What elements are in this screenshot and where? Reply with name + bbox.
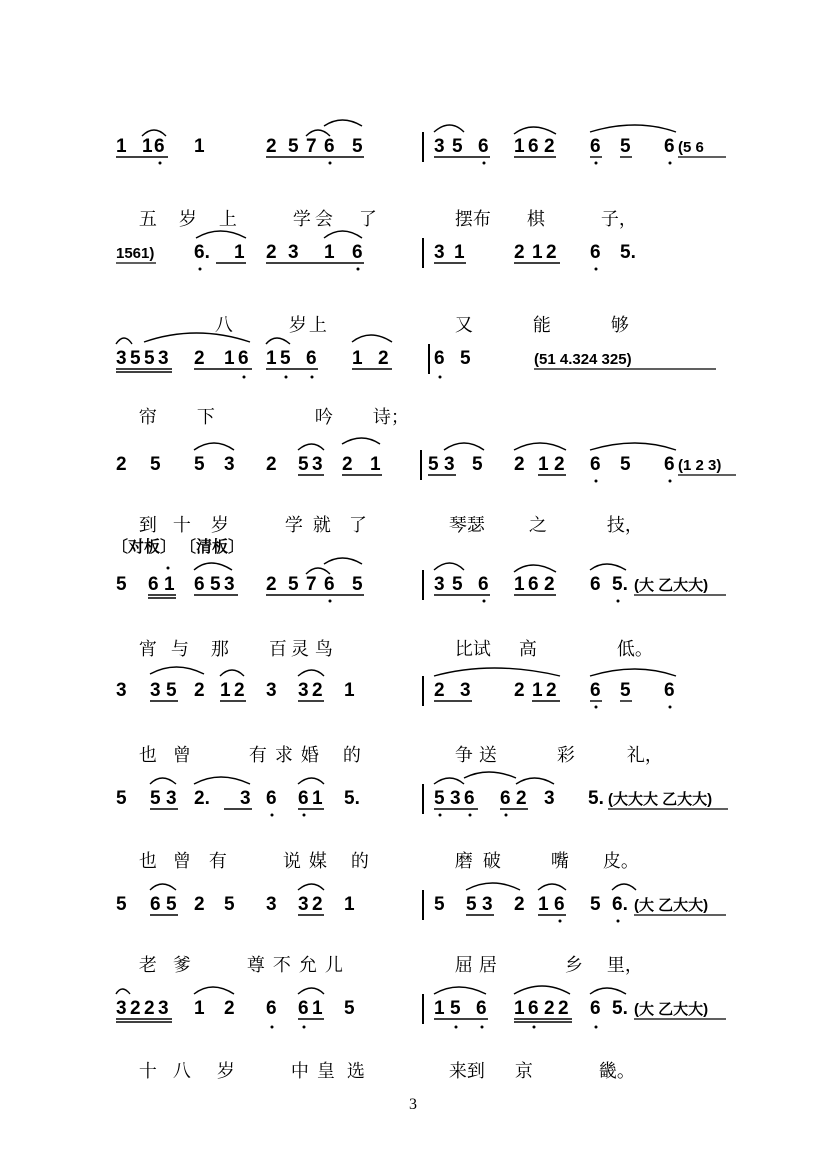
lyric-row-7-right	[432, 826, 639, 894]
lyric-char: 子，	[600, 209, 637, 230]
lyric-char: 十	[138, 1061, 157, 1082]
lyric-char: 求	[274, 745, 293, 766]
svg-text:2: 2	[554, 454, 565, 475]
svg-text:2: 2	[312, 894, 323, 915]
svg-text:5: 5	[116, 894, 127, 915]
lyric-char: 上	[308, 315, 327, 336]
notation-row-5	[116, 566, 756, 600]
svg-text:3: 3	[434, 242, 445, 263]
lyric-char: 媒	[308, 851, 327, 872]
lyric-char: 八	[172, 1061, 191, 1082]
svg-text:5: 5	[130, 348, 141, 369]
svg-text:2: 2	[544, 136, 555, 157]
svg-text:2: 2	[558, 998, 569, 1019]
notation-row-2-svg	[116, 234, 736, 274]
lyric-char: 吟	[314, 407, 333, 428]
svg-text:3: 3	[116, 348, 127, 369]
svg-text:5: 5	[166, 894, 177, 915]
svg-text:3: 3	[288, 242, 299, 263]
lyric-char: 学	[292, 209, 311, 230]
svg-text:7: 7	[306, 574, 317, 595]
svg-text:6: 6	[590, 242, 601, 263]
bar-line-1	[422, 132, 424, 162]
lyric-char: 下	[196, 407, 215, 428]
notation-row-5-svg	[116, 566, 756, 606]
notation-row-8-svg	[116, 886, 756, 926]
lyric-char: 宵	[138, 639, 157, 660]
svg-text:2: 2	[378, 348, 389, 369]
svg-text:1: 1	[538, 894, 549, 915]
svg-text:5.: 5.	[620, 242, 636, 263]
lyric-char: 摆布	[454, 209, 491, 230]
lyric-char: 高	[518, 639, 537, 660]
notation-row-1	[116, 128, 736, 162]
lyric-char: 爹	[172, 955, 191, 976]
svg-text:5: 5	[194, 454, 205, 475]
bar-line-2	[422, 238, 424, 268]
lyric-char: 岁	[288, 315, 307, 336]
svg-text:6: 6	[590, 680, 601, 701]
svg-text:3: 3	[224, 454, 235, 475]
lyric-char: 岁	[178, 209, 197, 230]
lyric-char: 的	[350, 851, 369, 872]
notation-row-8	[116, 886, 756, 920]
lyric-char: 就	[312, 515, 331, 536]
notation-row-4	[116, 446, 756, 480]
svg-text:6: 6	[150, 894, 161, 915]
svg-text:2: 2	[266, 454, 277, 475]
svg-text:6: 6	[528, 574, 539, 595]
svg-text:1: 1	[324, 242, 335, 263]
svg-text:6: 6	[500, 788, 511, 809]
notation-row-2	[116, 234, 736, 268]
svg-text:2: 2	[234, 680, 245, 701]
lyric-char: 居	[478, 955, 497, 976]
svg-text:5: 5	[288, 574, 299, 595]
lyric-char: 够	[610, 315, 629, 336]
svg-text:5: 5	[298, 454, 309, 475]
svg-text:2: 2	[546, 680, 557, 701]
lyric-char: 皇	[316, 1061, 335, 1082]
section-label-duiban: 〔对板〕	[112, 537, 177, 556]
lyric-row-6-right	[432, 720, 663, 788]
svg-text:3: 3	[240, 788, 251, 809]
lyric-char: 能	[532, 315, 551, 336]
svg-text:5: 5	[590, 894, 601, 915]
svg-text:3: 3	[312, 454, 323, 475]
svg-text:5: 5	[428, 454, 439, 475]
svg-text:2: 2	[266, 242, 277, 263]
svg-text:1: 1	[538, 454, 549, 475]
svg-text:5: 5	[344, 998, 355, 1019]
lyric-char: 帘	[138, 407, 157, 428]
svg-text:3: 3	[434, 136, 445, 157]
lyric-char: 儿	[324, 955, 343, 976]
lyric-char: 中	[290, 1061, 309, 1082]
lyric-char: 了	[348, 515, 367, 536]
svg-text:3: 3	[116, 680, 127, 701]
lyric-row-7-left	[116, 826, 369, 894]
svg-text:1: 1	[352, 348, 363, 369]
bar-line-9	[422, 994, 424, 1024]
svg-text:1: 1	[220, 680, 231, 701]
svg-text:2: 2	[144, 998, 155, 1019]
svg-text:6: 6	[324, 574, 335, 595]
svg-text:6: 6	[664, 136, 675, 157]
svg-text:1: 1	[370, 454, 381, 475]
bar-line-5	[422, 570, 424, 600]
notation-row-7	[116, 780, 756, 814]
svg-text:(51 4.324 325): (51 4.324 325)	[534, 351, 632, 368]
bar-line-7	[422, 784, 424, 814]
svg-text:5: 5	[450, 998, 461, 1019]
svg-text:6: 6	[590, 136, 601, 157]
svg-text:2: 2	[194, 348, 205, 369]
notation-row-7-svg	[116, 780, 756, 820]
lyric-char: 允	[298, 955, 317, 976]
svg-text:5: 5	[466, 894, 477, 915]
svg-text:2: 2	[514, 680, 525, 701]
svg-text:2: 2	[546, 242, 557, 263]
svg-text:2: 2	[514, 454, 525, 475]
svg-text:3: 3	[450, 788, 461, 809]
lyric-row-9-left	[116, 1036, 365, 1104]
svg-text:5: 5	[224, 894, 235, 915]
svg-text:6.: 6.	[612, 894, 628, 915]
svg-text:1: 1	[224, 348, 235, 369]
lyric-char: 尊	[246, 955, 265, 976]
svg-text:6: 6	[590, 998, 601, 1019]
svg-text:1: 1	[434, 998, 445, 1019]
lyric-char: 皮。	[602, 851, 639, 872]
notation-row-3	[116, 340, 736, 374]
svg-text:(大 乙大大): (大 乙大大)	[634, 577, 709, 594]
bar-line-8	[422, 890, 424, 920]
svg-text:(大 乙大大): (大 乙大大)	[634, 1001, 709, 1018]
svg-text:2: 2	[116, 454, 127, 475]
section-label-qingban: 〔清板〕	[180, 537, 245, 556]
svg-text:6: 6	[266, 998, 277, 1019]
lyric-char: 之	[528, 515, 547, 536]
svg-text:6: 6	[554, 894, 565, 915]
svg-text:5: 5	[352, 574, 363, 595]
lyric-char: 曾	[172, 745, 191, 766]
svg-text:2: 2	[516, 788, 527, 809]
svg-text:6: 6	[306, 348, 317, 369]
svg-text:6: 6	[266, 788, 277, 809]
svg-text:6: 6	[238, 348, 249, 369]
bar-line-4	[420, 450, 422, 480]
svg-text:6: 6	[664, 454, 675, 475]
notation-row-3-svg	[116, 340, 736, 380]
svg-text:5.: 5.	[612, 574, 628, 595]
svg-text:5: 5	[452, 574, 463, 595]
lyric-char: 破	[482, 851, 501, 872]
lyric-char: 京	[514, 1061, 533, 1082]
lyric-row-6-left	[116, 720, 361, 788]
svg-text:6: 6	[298, 788, 309, 809]
lyric-char: 技，	[606, 515, 643, 536]
lyric-char: 嘴	[550, 851, 569, 872]
lyric-char: 会	[314, 209, 333, 230]
svg-text:6: 6	[148, 574, 159, 595]
lyric-char: 送	[478, 745, 497, 766]
svg-text:3: 3	[150, 680, 161, 701]
svg-text:2: 2	[514, 894, 525, 915]
svg-text:5: 5	[288, 136, 299, 157]
lyric-char: 百	[268, 639, 287, 660]
svg-text:5: 5	[352, 136, 363, 157]
svg-text:6: 6	[590, 454, 601, 475]
svg-text:5.: 5.	[588, 788, 604, 809]
svg-text:6: 6	[464, 788, 475, 809]
svg-text:1: 1	[194, 136, 205, 157]
svg-text:2.: 2.	[194, 788, 210, 809]
svg-text:2: 2	[544, 574, 555, 595]
svg-text:2: 2	[194, 680, 205, 701]
lyric-char: 诗；	[372, 407, 409, 428]
lyric-char: 十	[172, 515, 191, 536]
svg-text:1: 1	[514, 574, 525, 595]
lyric-char: 畿。	[598, 1061, 635, 1082]
svg-text:3: 3	[266, 680, 277, 701]
svg-text:2: 2	[194, 894, 205, 915]
svg-text:1: 1	[234, 242, 245, 263]
lyric-char: 屈	[454, 955, 473, 976]
notation-row-1-svg	[116, 128, 736, 168]
lyric-char: 曾	[172, 851, 191, 872]
lyric-char: 也	[138, 851, 157, 872]
lyric-char: 乡	[564, 955, 583, 976]
svg-text:1: 1	[312, 788, 323, 809]
lyric-char: 上	[218, 209, 237, 230]
lyric-row-3-left	[116, 382, 409, 450]
svg-text:6: 6	[590, 574, 601, 595]
svg-text:7: 7	[306, 136, 317, 157]
lyric-char: 婚	[300, 745, 319, 766]
svg-text:2: 2	[544, 998, 555, 1019]
lyric-char: 岁	[216, 1061, 235, 1082]
svg-text:3: 3	[460, 680, 471, 701]
svg-text:3: 3	[158, 348, 169, 369]
svg-text:6: 6	[528, 998, 539, 1019]
svg-text:3: 3	[444, 454, 455, 475]
svg-text:6: 6	[476, 998, 487, 1019]
lyric-char: 礼，	[626, 745, 663, 766]
svg-text:1: 1	[344, 894, 355, 915]
svg-text:5: 5	[116, 788, 127, 809]
lyric-char: 选	[346, 1061, 365, 1082]
lyric-char: 有	[208, 851, 227, 872]
svg-text:6: 6	[154, 136, 165, 157]
lyric-char: 与	[170, 639, 189, 660]
svg-text:6: 6	[352, 242, 363, 263]
svg-text:5: 5	[210, 574, 221, 595]
svg-text:2: 2	[130, 998, 141, 1019]
lyric-char: 那	[210, 639, 229, 660]
svg-text:5.: 5.	[612, 998, 628, 1019]
svg-text:2: 2	[434, 680, 445, 701]
lyric-char: 争	[454, 745, 473, 766]
notation-row-6-svg	[116, 672, 736, 712]
lyric-char: 又	[454, 315, 473, 336]
bar-line-6	[422, 676, 424, 706]
svg-text:1: 1	[532, 242, 543, 263]
svg-text:5: 5	[166, 680, 177, 701]
notation-row-6	[116, 672, 736, 706]
svg-text:1: 1	[532, 680, 543, 701]
lyric-char: 学	[284, 515, 303, 536]
svg-text:1: 1	[312, 998, 323, 1019]
svg-text:5.: 5.	[344, 788, 360, 809]
lyric-char: 鸟	[314, 639, 333, 660]
svg-text:1561): 1561)	[116, 245, 155, 262]
lyric-char: 八	[214, 315, 233, 336]
svg-text:2: 2	[224, 998, 235, 1019]
svg-text:3: 3	[482, 894, 493, 915]
svg-text:5: 5	[472, 454, 483, 475]
svg-text:(大大大 乙大大): (大大大 乙大大)	[608, 791, 713, 808]
svg-text:5: 5	[452, 136, 463, 157]
svg-text:(1 2 3): (1 2 3)	[678, 457, 722, 474]
svg-text:6: 6	[324, 136, 335, 157]
svg-text:5: 5	[434, 894, 445, 915]
lyric-char: 不	[272, 955, 291, 976]
lyric-row-4-right	[426, 490, 643, 558]
lyric-char: 来到	[448, 1061, 485, 1082]
svg-text:3: 3	[434, 574, 445, 595]
svg-text:5: 5	[620, 680, 631, 701]
svg-text:3: 3	[116, 998, 127, 1019]
svg-text:2: 2	[266, 574, 277, 595]
lyric-char: 五	[138, 209, 157, 230]
svg-text:6: 6	[434, 348, 445, 369]
svg-text:1: 1	[142, 136, 153, 157]
svg-text:5: 5	[280, 348, 291, 369]
notation-row-9-svg	[116, 990, 756, 1030]
lyric-char: 棋	[526, 209, 545, 230]
svg-text:5: 5	[434, 788, 445, 809]
svg-text:6: 6	[298, 998, 309, 1019]
notation-row-4-svg	[116, 446, 756, 486]
svg-text:6: 6	[528, 136, 539, 157]
svg-text:2: 2	[312, 680, 323, 701]
svg-text:2: 2	[514, 242, 525, 263]
svg-text:5: 5	[460, 348, 471, 369]
svg-text:6: 6	[478, 574, 489, 595]
svg-text:5: 5	[150, 788, 161, 809]
svg-text:5: 5	[620, 136, 631, 157]
lyric-char: 灵	[290, 639, 309, 660]
svg-text:1: 1	[194, 998, 205, 1019]
svg-text:1: 1	[116, 136, 127, 157]
svg-text:5: 5	[144, 348, 155, 369]
svg-text:3: 3	[266, 894, 277, 915]
svg-text:5: 5	[116, 574, 127, 595]
svg-text:1: 1	[514, 136, 525, 157]
page-number: 3	[409, 1096, 417, 1113]
svg-text:(5 6: (5 6	[678, 139, 704, 156]
lyric-char: 说	[282, 851, 301, 872]
notation-row-9	[116, 990, 756, 1024]
svg-text:(大 乙大大): (大 乙大大)	[634, 897, 709, 914]
lyric-char: 的	[342, 745, 361, 766]
svg-text:3: 3	[298, 894, 309, 915]
svg-text:3: 3	[298, 680, 309, 701]
svg-text:3: 3	[544, 788, 555, 809]
lyric-char: 老	[138, 955, 157, 976]
lyric-char: 有	[248, 745, 267, 766]
svg-text:1: 1	[514, 998, 525, 1019]
lyric-char: 到	[138, 515, 157, 536]
lyric-char: 低。	[616, 639, 653, 660]
svg-text:1: 1	[266, 348, 277, 369]
svg-text:6: 6	[664, 680, 675, 701]
svg-text:3: 3	[158, 998, 169, 1019]
lyric-char: 彩	[556, 745, 575, 766]
lyric-char: 里，	[606, 955, 643, 976]
svg-text:3: 3	[166, 788, 177, 809]
svg-text:5: 5	[150, 454, 161, 475]
lyric-char: 磨	[454, 851, 473, 872]
svg-text:2: 2	[342, 454, 353, 475]
bar-line-3	[428, 344, 430, 374]
lyric-row-9-right	[426, 1036, 635, 1104]
lyric-char: 也	[138, 745, 157, 766]
svg-text:1: 1	[344, 680, 355, 701]
lyric-char: 了	[358, 209, 377, 230]
svg-text:1: 1	[164, 574, 175, 595]
svg-text:6.: 6.	[194, 242, 210, 263]
lyric-char: 比试	[454, 639, 491, 660]
svg-text:1: 1	[454, 242, 465, 263]
svg-text:2: 2	[266, 136, 277, 157]
svg-text:3: 3	[224, 574, 235, 595]
svg-text:6: 6	[194, 574, 205, 595]
lyric-char: 岁	[210, 515, 229, 536]
svg-text:6: 6	[478, 136, 489, 157]
lyric-char: 琴瑟	[448, 515, 485, 536]
svg-text:5: 5	[620, 454, 631, 475]
